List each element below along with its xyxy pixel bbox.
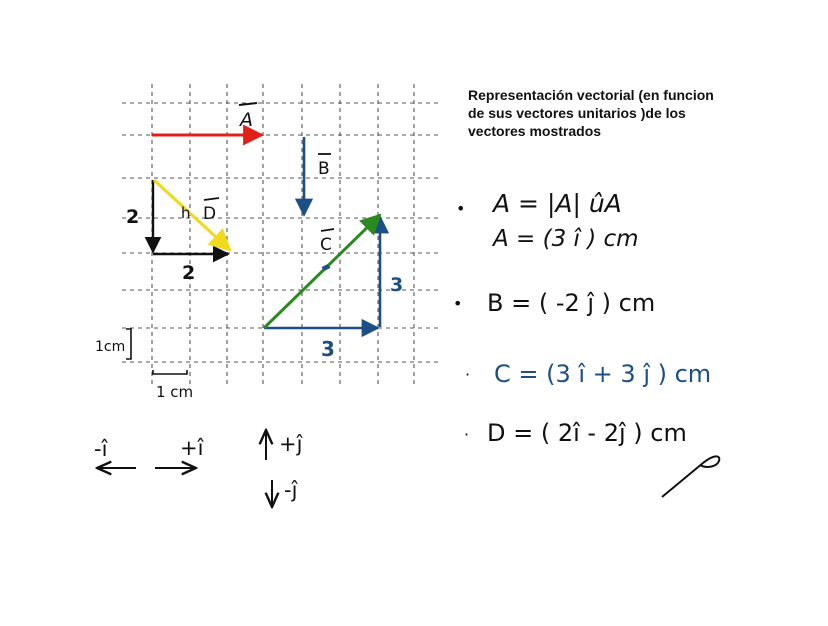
vector-d-vertical-label: 2 <box>126 206 140 228</box>
vector-b-label: B <box>318 159 330 179</box>
equation-b-result: B = ( -2 ĵ ) cm <box>487 289 656 317</box>
check-stroke-mark <box>662 456 719 497</box>
equation-a-definition: A = |A| ûA <box>493 189 622 218</box>
vector-c-overbar <box>321 229 334 231</box>
vector-d-horizontal-label: 2 <box>182 262 196 284</box>
unit-vector-pos-i-label: +î <box>180 436 204 460</box>
graph-grid <box>122 84 440 385</box>
title-line-2: de sus vectores unitarios )de los <box>468 105 686 121</box>
vertical-scale-bracket <box>126 329 131 359</box>
vertical-scale-label: 1cm <box>95 339 126 355</box>
title-line-1: Representación vectorial (en funcion <box>468 87 714 103</box>
page-title <box>468 86 768 140</box>
vector-c-horizontal-label: 3 <box>321 337 335 361</box>
equation-a-result: A = (3 î ) cm <box>493 226 639 252</box>
equation-c-result: C = (3 î + 3 ĵ ) cm <box>494 360 712 388</box>
vector-c-vertical-label: 3 <box>390 274 404 296</box>
horizontal-scale-label: 1 cm <box>156 383 194 401</box>
vector-d-label: D <box>203 204 217 224</box>
equation-a-bullet: • <box>456 199 466 218</box>
unit-vector-neg-j-label: -ĵ <box>284 478 298 502</box>
vector-d-overbar <box>204 198 219 200</box>
vector-a-label: A <box>240 109 253 131</box>
equation-d-bullet: · <box>464 425 470 444</box>
vector-c-label: C <box>320 235 332 255</box>
title-line-3: vectores mostrados <box>468 123 602 139</box>
vector-a-overbar <box>239 103 257 105</box>
vector-c-arrow <box>264 215 380 328</box>
equation-b-bullet: • <box>453 294 463 313</box>
unit-vector-pos-j-label: +ĵ <box>279 432 303 456</box>
horizontal-scale-bracket <box>153 370 187 374</box>
unit-vector-neg-i-label: -î <box>94 437 108 461</box>
vector-d-arrow <box>154 180 230 250</box>
equation-d-result: D = ( 2î - 2ĵ ) cm <box>487 419 687 447</box>
vector-d-prefix-mark: h <box>181 204 191 222</box>
equation-c-bullet: · <box>465 365 471 384</box>
